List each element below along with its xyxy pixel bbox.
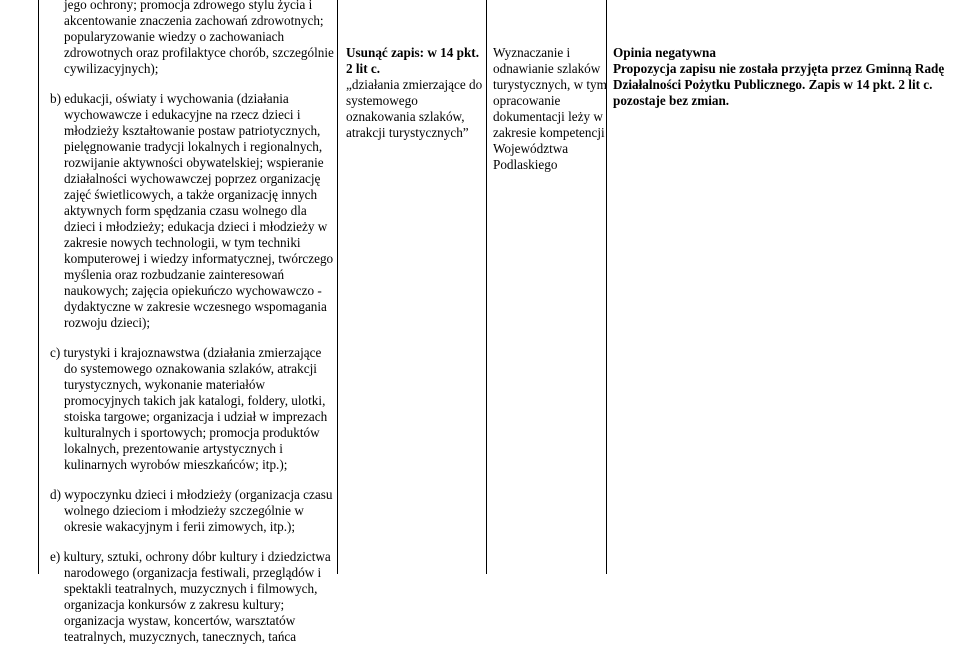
justification-column xyxy=(493,45,611,173)
scope-item-b: b) edukacji, oświaty i wychowania (działania wychowawcze i edukacyjne na rzecz dzieci i młodzieży kształtowanie postaw patriotycznych, pielęgnowanie tradycji lokalnych i regionalnych, rozwijanie aktywności obywatelskiej; wspieranie działalności wychowawczej poprzez organizację zajęć świetlicowych, a także organizację innych aktywnych form spędzania czasu wolnego dla dzieci i młodzieży; edukacja dzieci i młodzieży w zakresie nowych technologii, w tym techniki komputerowej i wiedzy informatycznej, twórczego myślenia oraz rozbudzanie zainteresowań naukowych; zajęcia opiekuńczo wychowawczo - dydaktyczne w zakresie wczesnego wspomagania rozwoju dzieci); xyxy=(50,91,334,330)
scope-column xyxy=(50,0,334,645)
proposal-heading: Usunąć zapis: w 14 pkt. 2 lit c. xyxy=(346,45,479,76)
column-divider-2 xyxy=(486,0,487,574)
opinion-column xyxy=(613,45,955,109)
opinion-heading: Opinia negatywna xyxy=(613,45,716,60)
scope-intro-text: jego ochrony; promocja zdrowego stylu życia i akcentowanie znaczenia zachowań zdrowotnych; popularyzowanie wiedzy o zachowaniach zdrowotnych oraz profilaktyce chorób, szczególnie cywilizacyjnych); xyxy=(64,0,334,76)
proposal-text: „działania zmierzające do systemowego oznakowania szlaków, atrakcji turystycznych” xyxy=(346,77,483,140)
opinion-text: Propozycja zapisu nie została przyjęta przez Gminną Radę Działalności Pożytku Publicznego. Zapis w 14 pkt. 2 lit c. pozostaje bez zmian. xyxy=(613,61,945,108)
scope-item-e: e) kultury, sztuki, ochrony dóbr kultury i dziedzictwa narodowego (organizacja festiwali, przeglądów i spektakli teatralnych, muzycznych i filmowych, organizacja konkursów z zakresu kultury; organizacja wystaw, koncertów, warsztatów teatralnych, muzycznych, tanecznych, tańca xyxy=(50,549,331,644)
column-divider-1 xyxy=(337,0,338,574)
justification-text: Wyznaczanie i odnawianie szlaków turystycznych, w tym opracowanie dokumentacji leży w zakresie kompetencji Województwa Podlaskiego xyxy=(493,45,607,172)
column-divider-left xyxy=(38,0,39,574)
proposal-column xyxy=(346,45,484,141)
scope-item-d: d) wypoczynku dzieci i młodzieży (organizacja czasu wolnego dzieciom i młodzieży szczególnie w okresie wakacyjnym i ferii zimowych, itp.); xyxy=(50,487,333,534)
scope-item-c: c) turystyki i krajoznawstwa (działania zmierzające do systemowego oznakowania szlaków, atrakcji turystycznych, wykonanie materiałów promocyjnych takich jak katalogi, foldery, ulotki, stoiska targowe; organizacja i udział w imprezach kulturalnych i sportowych; promocja produktów lokalnych, prezentowanie artystycznych i kulinarnych wyrobów mieszkańców; itp.); xyxy=(50,345,328,472)
